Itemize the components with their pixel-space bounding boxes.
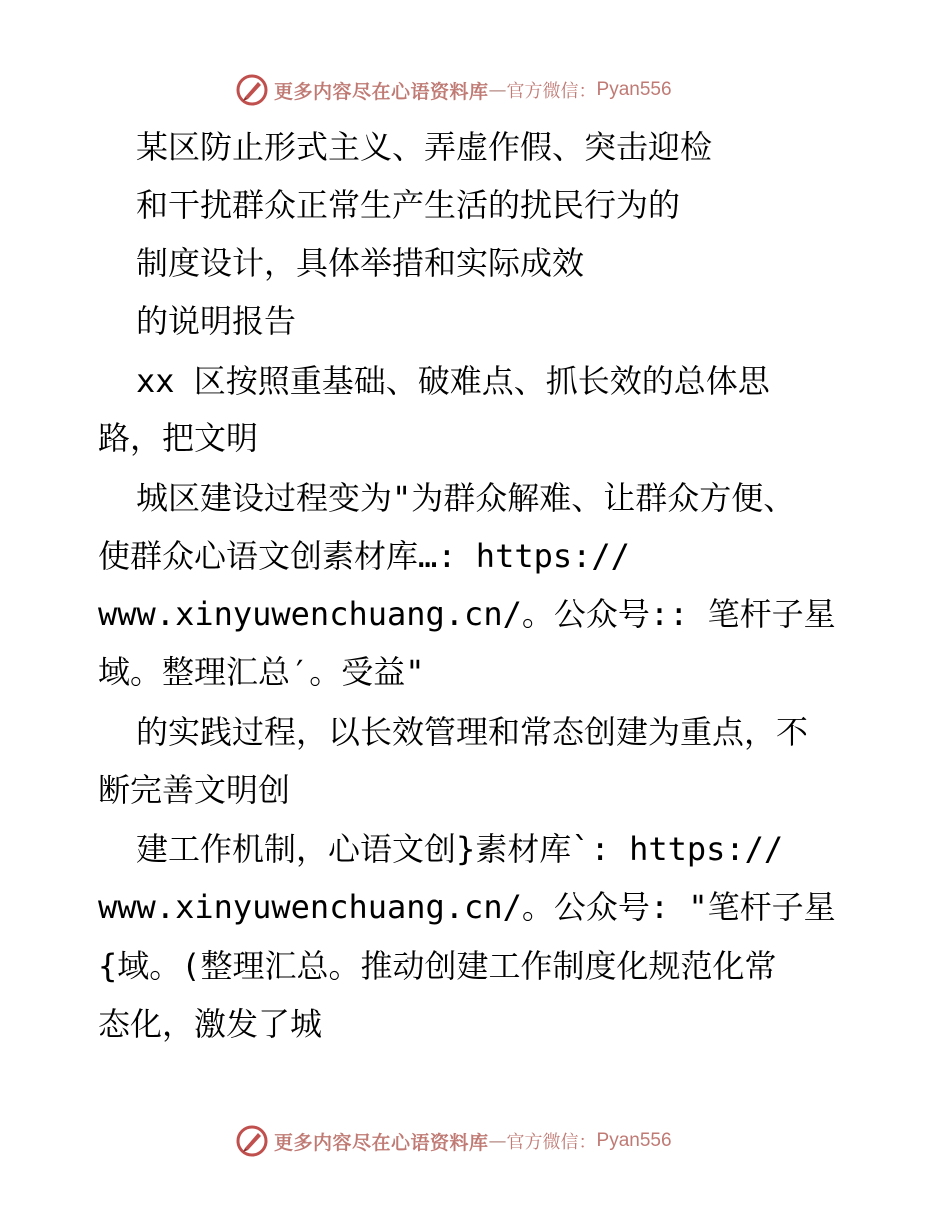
watermark-main-text: 更多内容尽在心语资料库 bbox=[274, 80, 489, 103]
body-line: {域。(整理汇总。推动创建工作制度化规范化常 bbox=[98, 947, 777, 985]
body-line: www.xinyuwenchuang.cn/。公众号: "笔杆子星 bbox=[98, 888, 836, 926]
watermark-wechat-label: 官方微信： bbox=[506, 81, 597, 102]
watermark-separator: — bbox=[488, 1130, 507, 1152]
body-line: 域。整理汇总′。受益" bbox=[98, 653, 425, 691]
watermark-wechat-id: Pyan556 bbox=[596, 1130, 672, 1151]
watermark-separator: — bbox=[488, 79, 507, 101]
footer-watermark bbox=[236, 1124, 672, 1158]
body-line: 的实践过程，以长效管理和常态创建为重点，不 bbox=[136, 713, 809, 751]
body-line: 态化，激发了城 bbox=[98, 1005, 323, 1043]
watermark-wechat-label: 官方微信： bbox=[506, 1132, 597, 1153]
title-line: 和干扰群众正常生产生活的扰民行为的 bbox=[136, 186, 681, 224]
body-line: 建工作机制，心语文创}素材库`: https:// bbox=[136, 830, 784, 868]
title-line: 的说明报告 bbox=[136, 302, 297, 340]
body-line: 城区建设过程变为"为群众解难、让群众方便、 bbox=[136, 479, 796, 517]
quill-logo-icon bbox=[236, 1125, 268, 1157]
body-line: xx 区按照重基础、破难点、抓长效的总体思 bbox=[136, 362, 770, 400]
quill-logo-icon bbox=[236, 74, 268, 106]
body-line: 路，把文明 bbox=[98, 419, 259, 457]
body-line: 断完善文明创 bbox=[98, 771, 291, 809]
watermark-main-text: 更多内容尽在心语资料库 bbox=[274, 1131, 489, 1154]
watermark-wechat-id: Pyan556 bbox=[596, 79, 672, 100]
header-watermark bbox=[236, 73, 672, 107]
body-line: 使群众心语文创素材库…: https:// bbox=[98, 537, 630, 575]
body-line: www.xinyuwenchuang.cn/。公众号:: 笔杆子星 bbox=[98, 595, 836, 633]
title-line: 某区防止形式主义、弄虚作假、突击迎检 bbox=[136, 128, 713, 166]
title-line: 制度设计，具体举措和实际成效 bbox=[136, 244, 585, 282]
